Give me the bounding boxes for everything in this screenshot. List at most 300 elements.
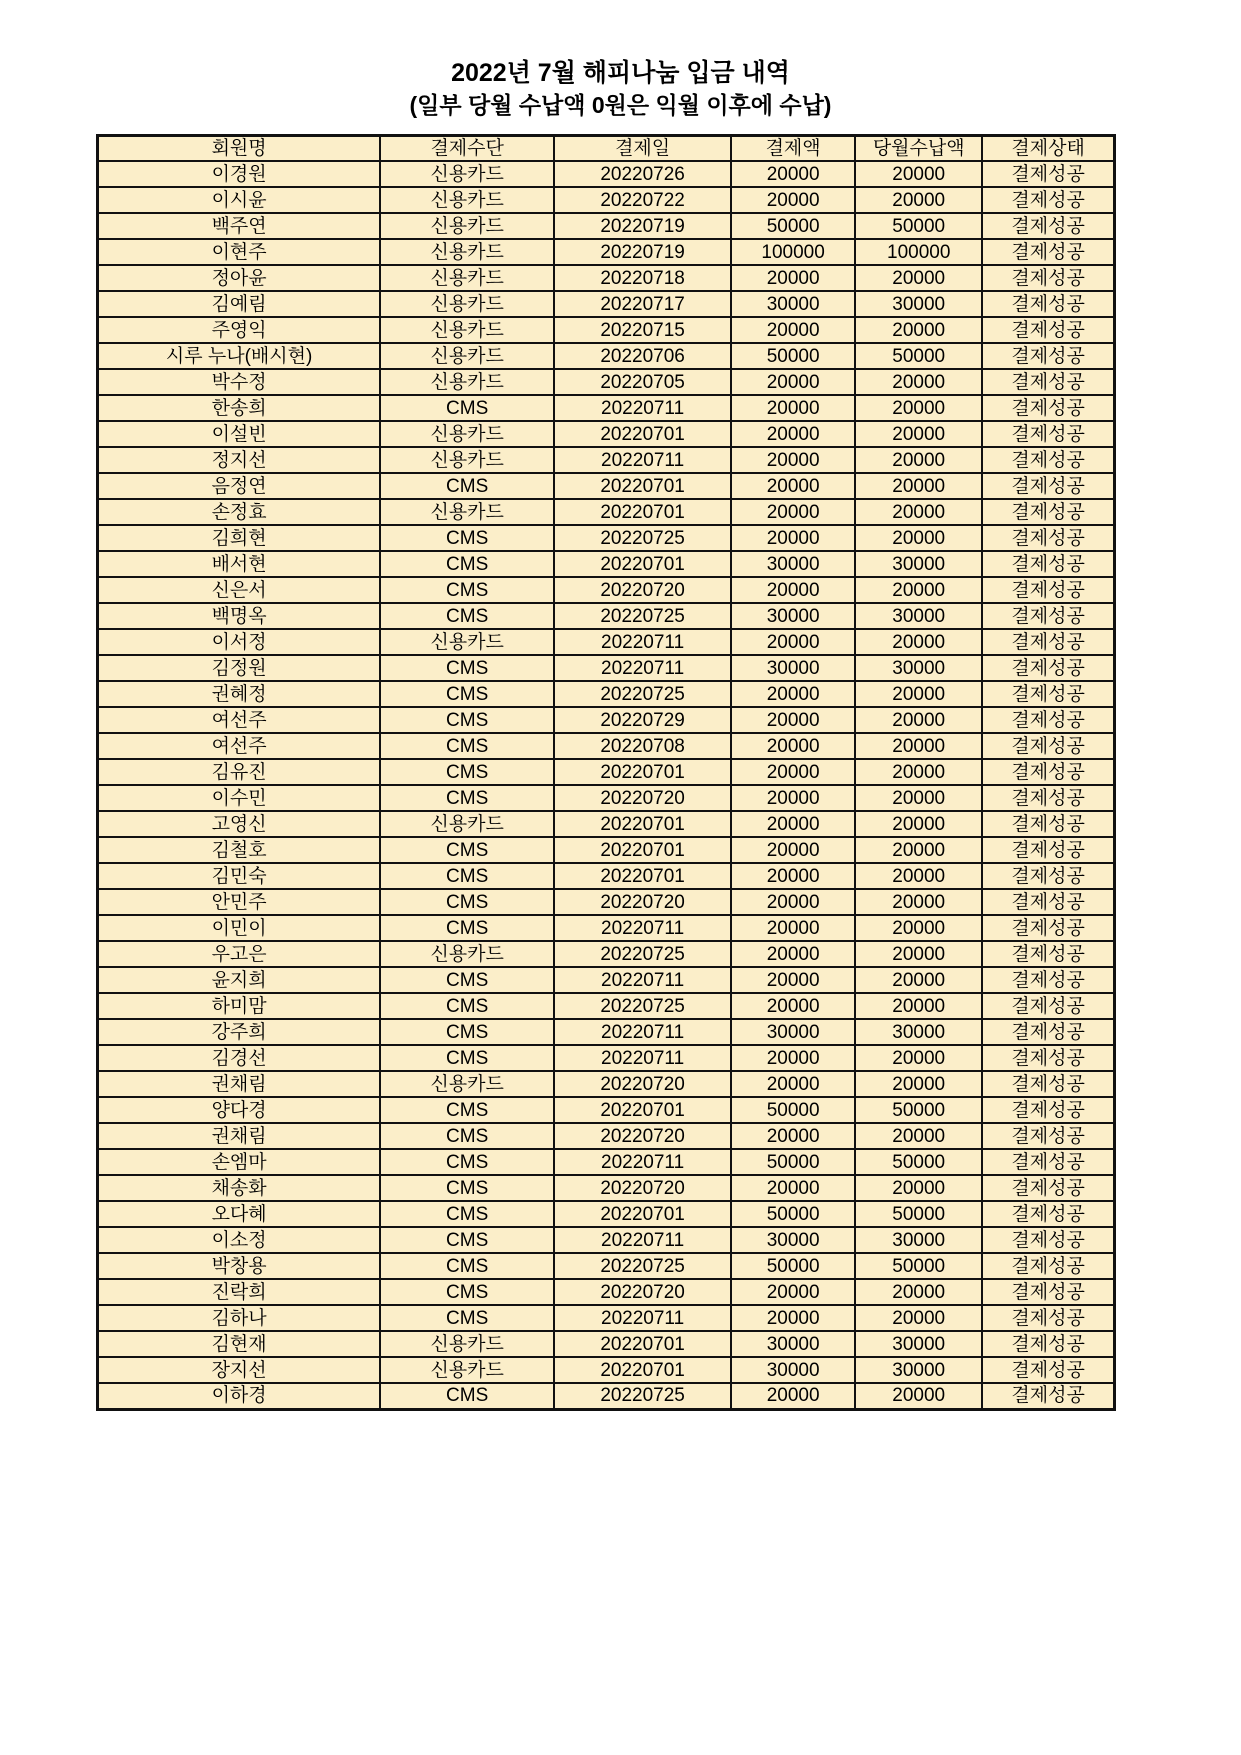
cell-payment-amount: 20000 (731, 395, 855, 421)
cell-monthly-received-amount: 20000 (855, 499, 982, 525)
cell-payment-amount: 30000 (731, 1019, 855, 1045)
cell-payment-method: 신용카드 (380, 1331, 554, 1357)
cell-payment-status: 결제성공 (982, 1331, 1114, 1357)
cell-member-name: 이민이 (98, 915, 381, 941)
table-row (98, 317, 1115, 343)
table-row (98, 1253, 1115, 1279)
cell-monthly-received-amount: 20000 (855, 1279, 982, 1305)
table-row (98, 707, 1115, 733)
cell-payment-method: 신용카드 (380, 213, 554, 239)
cell-payment-method: CMS (380, 681, 554, 707)
cell-payment-method: 신용카드 (380, 265, 554, 291)
cell-payment-date: 20220711 (554, 1045, 731, 1071)
cell-monthly-received-amount: 20000 (855, 1045, 982, 1071)
cell-payment-status: 결제성공 (982, 577, 1114, 603)
cell-member-name: 정아윤 (98, 265, 381, 291)
cell-payment-amount: 50000 (731, 1253, 855, 1279)
cell-payment-date: 20220725 (554, 941, 731, 967)
cell-payment-method: CMS (380, 785, 554, 811)
table-row (98, 213, 1115, 239)
cell-payment-date: 20220725 (554, 525, 731, 551)
page-subtitle: (일부 당월 수납액 0원은 익월 이후에 수납) (409, 92, 832, 118)
cell-monthly-received-amount: 20000 (855, 967, 982, 993)
cell-payment-date: 20220701 (554, 811, 731, 837)
cell-payment-amount: 20000 (731, 499, 855, 525)
cell-monthly-received-amount: 20000 (855, 525, 982, 551)
cell-payment-amount: 20000 (731, 1383, 855, 1409)
cell-payment-method: 신용카드 (380, 499, 554, 525)
cell-payment-date: 20220719 (554, 213, 731, 239)
cell-member-name: 권채림 (98, 1071, 381, 1097)
table-row (98, 239, 1115, 265)
cell-member-name: 김민숙 (98, 863, 381, 889)
cell-member-name: 이설빈 (98, 421, 381, 447)
cell-member-name: 이소정 (98, 1227, 381, 1253)
cell-monthly-received-amount: 20000 (855, 837, 982, 863)
cell-member-name: 백주연 (98, 213, 381, 239)
cell-payment-date: 20220726 (554, 161, 731, 187)
cell-member-name: 권채림 (98, 1123, 381, 1149)
cell-monthly-received-amount: 30000 (855, 1331, 982, 1357)
cell-payment-amount: 50000 (731, 343, 855, 369)
column-header-monthly-received-amount: 당월수납액 (855, 135, 982, 161)
cell-payment-status: 결제성공 (982, 317, 1114, 343)
cell-monthly-received-amount: 20000 (855, 395, 982, 421)
table-row (98, 447, 1115, 473)
cell-payment-amount: 20000 (731, 733, 855, 759)
cell-monthly-received-amount: 20000 (855, 577, 982, 603)
cell-payment-date: 20220711 (554, 967, 731, 993)
cell-payment-amount: 20000 (731, 681, 855, 707)
cell-payment-date: 20220701 (554, 473, 731, 499)
cell-payment-status: 결제성공 (982, 941, 1114, 967)
cell-payment-date: 20220729 (554, 707, 731, 733)
table-row (98, 1097, 1115, 1123)
cell-payment-status: 결제성공 (982, 1383, 1114, 1409)
cell-member-name: 이현주 (98, 239, 381, 265)
table-row (98, 1045, 1115, 1071)
payment-table (96, 134, 1116, 1411)
cell-payment-date: 20220711 (554, 447, 731, 473)
cell-payment-amount: 20000 (731, 317, 855, 343)
cell-payment-date: 20220725 (554, 993, 731, 1019)
cell-payment-method: 신용카드 (380, 629, 554, 655)
cell-payment-status: 결제성공 (982, 1357, 1114, 1383)
cell-payment-date: 20220720 (554, 785, 731, 811)
cell-monthly-received-amount: 20000 (855, 1123, 982, 1149)
cell-payment-method: 신용카드 (380, 811, 554, 837)
table-row (98, 993, 1115, 1019)
cell-payment-status: 결제성공 (982, 395, 1114, 421)
cell-payment-status: 결제성공 (982, 1305, 1114, 1331)
cell-monthly-received-amount: 20000 (855, 161, 982, 187)
cell-member-name: 백명옥 (98, 603, 381, 629)
table-row (98, 889, 1115, 915)
cell-payment-method: CMS (380, 577, 554, 603)
cell-payment-date: 20220708 (554, 733, 731, 759)
cell-payment-method: 신용카드 (380, 1071, 554, 1097)
cell-payment-status: 결제성공 (982, 629, 1114, 655)
cell-monthly-received-amount: 50000 (855, 1149, 982, 1175)
column-header-payment-method: 결제수단 (380, 135, 554, 161)
cell-payment-method: CMS (380, 707, 554, 733)
cell-payment-method: CMS (380, 1149, 554, 1175)
column-header-payment-amount: 결제액 (731, 135, 855, 161)
cell-monthly-received-amount: 30000 (855, 1227, 982, 1253)
cell-payment-status: 결제성공 (982, 265, 1114, 291)
cell-payment-method: CMS (380, 1045, 554, 1071)
cell-payment-status: 결제성공 (982, 785, 1114, 811)
cell-monthly-received-amount: 20000 (855, 473, 982, 499)
cell-payment-amount: 20000 (731, 915, 855, 941)
cell-payment-amount: 50000 (731, 213, 855, 239)
cell-member-name: 손정효 (98, 499, 381, 525)
table-row (98, 343, 1115, 369)
cell-payment-status: 결제성공 (982, 369, 1114, 395)
table-row (98, 863, 1115, 889)
cell-member-name: 신은서 (98, 577, 381, 603)
cell-monthly-received-amount: 30000 (855, 603, 982, 629)
cell-member-name: 안민주 (98, 889, 381, 915)
cell-payment-date: 20220711 (554, 1019, 731, 1045)
cell-monthly-received-amount: 20000 (855, 187, 982, 213)
table-row (98, 837, 1115, 863)
cell-payment-amount: 20000 (731, 707, 855, 733)
cell-payment-method: CMS (380, 1019, 554, 1045)
cell-monthly-received-amount: 30000 (855, 1019, 982, 1045)
cell-payment-amount: 30000 (731, 603, 855, 629)
cell-payment-status: 결제성공 (982, 915, 1114, 941)
cell-member-name: 이시윤 (98, 187, 381, 213)
cell-payment-amount: 50000 (731, 1097, 855, 1123)
cell-payment-amount: 30000 (731, 291, 855, 317)
cell-payment-status: 결제성공 (982, 733, 1114, 759)
cell-payment-status: 결제성공 (982, 993, 1114, 1019)
cell-payment-date: 20220701 (554, 1331, 731, 1357)
cell-payment-status: 결제성공 (982, 1123, 1114, 1149)
table-row (98, 499, 1115, 525)
cell-monthly-received-amount: 20000 (855, 1305, 982, 1331)
cell-payment-amount: 30000 (731, 655, 855, 681)
cell-member-name: 장지선 (98, 1357, 381, 1383)
table-body (98, 161, 1115, 1409)
table-row (98, 629, 1115, 655)
cell-payment-amount: 30000 (731, 551, 855, 577)
cell-payment-status: 결제성공 (982, 1019, 1114, 1045)
cell-payment-amount: 20000 (731, 577, 855, 603)
cell-payment-date: 20220701 (554, 421, 731, 447)
cell-payment-amount: 20000 (731, 421, 855, 447)
cell-payment-date: 20220711 (554, 1305, 731, 1331)
cell-payment-date: 20220720 (554, 1279, 731, 1305)
cell-monthly-received-amount: 20000 (855, 941, 982, 967)
cell-monthly-received-amount: 20000 (855, 1071, 982, 1097)
cell-member-name: 박창용 (98, 1253, 381, 1279)
cell-payment-method: CMS (380, 993, 554, 1019)
cell-payment-method: CMS (380, 1175, 554, 1201)
cell-payment-date: 20220701 (554, 499, 731, 525)
cell-payment-amount: 30000 (731, 1357, 855, 1383)
table-row (98, 551, 1115, 577)
cell-payment-status: 결제성공 (982, 161, 1114, 187)
cell-monthly-received-amount: 50000 (855, 343, 982, 369)
cell-monthly-received-amount: 30000 (855, 291, 982, 317)
table-row (98, 1279, 1115, 1305)
cell-payment-date: 20220701 (554, 863, 731, 889)
cell-payment-status: 결제성공 (982, 473, 1114, 499)
cell-monthly-received-amount: 20000 (855, 915, 982, 941)
cell-payment-status: 결제성공 (982, 525, 1114, 551)
cell-payment-status: 결제성공 (982, 499, 1114, 525)
cell-member-name: 양다경 (98, 1097, 381, 1123)
cell-payment-date: 20220717 (554, 291, 731, 317)
cell-payment-date: 20220701 (554, 1097, 731, 1123)
cell-payment-amount: 20000 (731, 629, 855, 655)
cell-payment-method: CMS (380, 1227, 554, 1253)
cell-payment-method: CMS (380, 1253, 554, 1279)
cell-member-name: 음정연 (98, 473, 381, 499)
table-row (98, 1305, 1115, 1331)
cell-payment-method: 신용카드 (380, 1357, 554, 1383)
cell-payment-method: CMS (380, 863, 554, 889)
cell-payment-status: 결제성공 (982, 1227, 1114, 1253)
cell-monthly-received-amount: 20000 (855, 447, 982, 473)
cell-member-name: 윤지희 (98, 967, 381, 993)
cell-payment-status: 결제성공 (982, 1175, 1114, 1201)
cell-payment-method: CMS (380, 1201, 554, 1227)
cell-payment-date: 20220701 (554, 1201, 731, 1227)
cell-payment-amount: 20000 (731, 187, 855, 213)
cell-payment-amount: 20000 (731, 889, 855, 915)
cell-payment-amount: 20000 (731, 967, 855, 993)
cell-member-name: 김예림 (98, 291, 381, 317)
cell-payment-date: 20220701 (554, 759, 731, 785)
table-row (98, 525, 1115, 551)
cell-member-name: 여선주 (98, 707, 381, 733)
cell-payment-date: 20220705 (554, 369, 731, 395)
cell-payment-amount: 20000 (731, 1071, 855, 1097)
cell-payment-date: 20220711 (554, 1227, 731, 1253)
cell-payment-date: 20220720 (554, 577, 731, 603)
cell-payment-date: 20220701 (554, 837, 731, 863)
table-row (98, 161, 1115, 187)
cell-member-name: 채송화 (98, 1175, 381, 1201)
cell-monthly-received-amount: 20000 (855, 369, 982, 395)
cell-payment-amount: 20000 (731, 941, 855, 967)
cell-payment-method: 신용카드 (380, 161, 554, 187)
cell-payment-date: 20220720 (554, 889, 731, 915)
cell-member-name: 주영익 (98, 317, 381, 343)
cell-payment-method: CMS (380, 837, 554, 863)
cell-payment-method: CMS (380, 1279, 554, 1305)
cell-monthly-received-amount: 100000 (855, 239, 982, 265)
cell-monthly-received-amount: 30000 (855, 1357, 982, 1383)
cell-payment-status: 결제성공 (982, 187, 1114, 213)
table-row (98, 733, 1115, 759)
cell-member-name: 하미맘 (98, 993, 381, 1019)
cell-payment-amount: 30000 (731, 1227, 855, 1253)
cell-payment-date: 20220719 (554, 239, 731, 265)
table-row (98, 1175, 1115, 1201)
cell-member-name: 권혜정 (98, 681, 381, 707)
cell-payment-method: 신용카드 (380, 421, 554, 447)
cell-payment-amount: 20000 (731, 993, 855, 1019)
cell-payment-date: 20220720 (554, 1175, 731, 1201)
cell-payment-amount: 20000 (731, 161, 855, 187)
cell-member-name: 강주희 (98, 1019, 381, 1045)
cell-monthly-received-amount: 20000 (855, 265, 982, 291)
cell-member-name: 이서정 (98, 629, 381, 655)
table-row (98, 421, 1115, 447)
table-row (98, 1123, 1115, 1149)
cell-payment-status: 결제성공 (982, 707, 1114, 733)
table-row (98, 1019, 1115, 1045)
cell-payment-amount: 20000 (731, 1305, 855, 1331)
table-row (98, 187, 1115, 213)
table-row (98, 681, 1115, 707)
cell-payment-amount: 20000 (731, 1123, 855, 1149)
cell-payment-method: 신용카드 (380, 291, 554, 317)
cell-member-name: 한송희 (98, 395, 381, 421)
cell-payment-method: CMS (380, 915, 554, 941)
cell-monthly-received-amount: 20000 (855, 1383, 982, 1409)
cell-monthly-received-amount: 20000 (855, 889, 982, 915)
table-row (98, 1071, 1115, 1097)
cell-payment-method: 신용카드 (380, 941, 554, 967)
cell-monthly-received-amount: 20000 (855, 759, 982, 785)
cell-payment-method: CMS (380, 759, 554, 785)
cell-payment-date: 20220720 (554, 1123, 731, 1149)
cell-payment-amount: 50000 (731, 1149, 855, 1175)
table-row (98, 395, 1115, 421)
cell-monthly-received-amount: 50000 (855, 1097, 982, 1123)
table-header-row (98, 135, 1115, 161)
cell-monthly-received-amount: 20000 (855, 785, 982, 811)
cell-payment-date: 20220706 (554, 343, 731, 369)
cell-payment-status: 결제성공 (982, 1045, 1114, 1071)
cell-payment-amount: 20000 (731, 473, 855, 499)
cell-member-name: 이경원 (98, 161, 381, 187)
cell-payment-method: CMS (380, 551, 554, 577)
cell-payment-status: 결제성공 (982, 863, 1114, 889)
cell-payment-date: 20220725 (554, 681, 731, 707)
cell-payment-amount: 20000 (731, 759, 855, 785)
cell-payment-date: 20220711 (554, 655, 731, 681)
cell-payment-status: 결제성공 (982, 603, 1114, 629)
cell-member-name: 손엠마 (98, 1149, 381, 1175)
table-row (98, 1331, 1115, 1357)
cell-payment-status: 결제성공 (982, 681, 1114, 707)
cell-monthly-received-amount: 20000 (855, 733, 982, 759)
cell-payment-amount: 20000 (731, 525, 855, 551)
cell-member-name: 이수민 (98, 785, 381, 811)
cell-payment-amount: 20000 (731, 863, 855, 889)
table-row (98, 655, 1115, 681)
cell-payment-amount: 20000 (731, 447, 855, 473)
cell-payment-date: 20220725 (554, 603, 731, 629)
cell-member-name: 이하경 (98, 1383, 381, 1409)
cell-monthly-received-amount: 50000 (855, 1201, 982, 1227)
cell-payment-method: CMS (380, 525, 554, 551)
cell-payment-date: 20220725 (554, 1383, 731, 1409)
cell-payment-status: 결제성공 (982, 343, 1114, 369)
cell-monthly-received-amount: 30000 (855, 655, 982, 681)
cell-payment-amount: 20000 (731, 1279, 855, 1305)
cell-payment-status: 결제성공 (982, 1097, 1114, 1123)
cell-member-name: 여선주 (98, 733, 381, 759)
cell-payment-status: 결제성공 (982, 889, 1114, 915)
cell-payment-status: 결제성공 (982, 1071, 1114, 1097)
cell-member-name: 배서현 (98, 551, 381, 577)
cell-payment-status: 결제성공 (982, 239, 1114, 265)
cell-payment-status: 결제성공 (982, 291, 1114, 317)
table-row (98, 603, 1115, 629)
cell-member-name: 김철호 (98, 837, 381, 863)
column-header-payment-date: 결제일 (554, 135, 731, 161)
cell-payment-method: CMS (380, 733, 554, 759)
cell-payment-date: 20220711 (554, 1149, 731, 1175)
cell-payment-status: 결제성공 (982, 551, 1114, 577)
cell-monthly-received-amount: 20000 (855, 811, 982, 837)
table-row (98, 967, 1115, 993)
cell-payment-date: 20220715 (554, 317, 731, 343)
cell-monthly-received-amount: 20000 (855, 863, 982, 889)
cell-payment-method: 신용카드 (380, 447, 554, 473)
cell-member-name: 박수정 (98, 369, 381, 395)
cell-payment-amount: 20000 (731, 265, 855, 291)
cell-payment-method: 신용카드 (380, 239, 554, 265)
cell-payment-method: CMS (380, 889, 554, 915)
cell-payment-amount: 30000 (731, 1331, 855, 1357)
table-row (98, 1201, 1115, 1227)
cell-payment-amount: 50000 (731, 1201, 855, 1227)
cell-payment-method: CMS (380, 1383, 554, 1409)
cell-payment-method: 신용카드 (380, 187, 554, 213)
cell-payment-amount: 20000 (731, 1045, 855, 1071)
cell-payment-date: 20220701 (554, 551, 731, 577)
cell-payment-status: 결제성공 (982, 1149, 1114, 1175)
cell-payment-status: 결제성공 (982, 967, 1114, 993)
cell-payment-date: 20220722 (554, 187, 731, 213)
cell-payment-amount: 20000 (731, 369, 855, 395)
cell-payment-amount: 20000 (731, 811, 855, 837)
cell-member-name: 진락희 (98, 1279, 381, 1305)
table-row (98, 291, 1115, 317)
table-row (98, 1149, 1115, 1175)
table-row (98, 915, 1115, 941)
cell-member-name: 김하나 (98, 1305, 381, 1331)
cell-payment-status: 결제성공 (982, 1201, 1114, 1227)
table-row (98, 1383, 1115, 1409)
cell-payment-date: 20220718 (554, 265, 731, 291)
cell-payment-status: 결제성공 (982, 421, 1114, 447)
cell-monthly-received-amount: 20000 (855, 707, 982, 733)
cell-member-name: 김희현 (98, 525, 381, 551)
cell-payment-method: 신용카드 (380, 343, 554, 369)
cell-member-name: 우고은 (98, 941, 381, 967)
cell-monthly-received-amount: 20000 (855, 421, 982, 447)
cell-member-name: 고영신 (98, 811, 381, 837)
cell-member-name: 시루 누나(배시현) (98, 343, 381, 369)
cell-payment-status: 결제성공 (982, 447, 1114, 473)
cell-member-name: 김현재 (98, 1331, 381, 1357)
cell-payment-status: 결제성공 (982, 1253, 1114, 1279)
cell-monthly-received-amount: 20000 (855, 681, 982, 707)
cell-member-name: 김유진 (98, 759, 381, 785)
cell-payment-method: CMS (380, 603, 554, 629)
cell-payment-method: 신용카드 (380, 317, 554, 343)
cell-payment-date: 20220711 (554, 629, 731, 655)
